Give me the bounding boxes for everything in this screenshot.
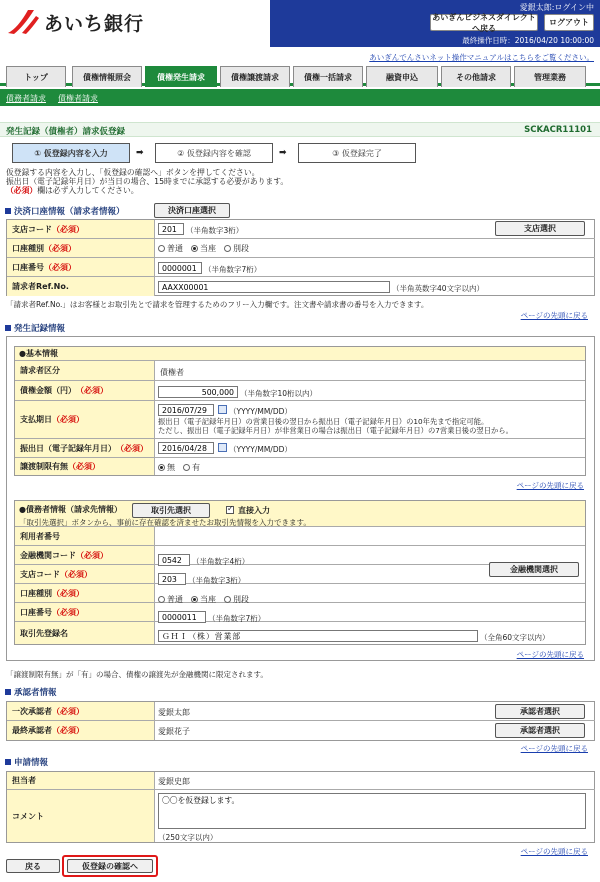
due-date-input[interactable] (158, 404, 214, 416)
account-number-label: 口座番号 （必須） (7, 258, 155, 277)
comment-hint: （250文字以内） (158, 833, 218, 842)
settlement-heading (5, 205, 125, 217)
debtor-account-type-label: 口座種別 （必須） (15, 584, 155, 603)
branch-select-button[interactable]: 支店選択 (495, 221, 585, 236)
account-number-input[interactable] (158, 262, 202, 274)
instruction-line: 振出日（電子記録年月日）が当日の場合、15時までに承認する必要があります。 (6, 177, 289, 186)
sub-navigation (0, 89, 600, 106)
basic-info-table (14, 346, 586, 476)
last-operation-time: 最終操作日時：2016/04/20 10:00:00 (462, 36, 594, 45)
direct-input-label: 直接入力 (238, 506, 270, 515)
user-number-label: 利用者番号 (15, 527, 155, 546)
bank-code-label: 金融機関コード （必須） (15, 546, 155, 565)
back-to-top-link[interactable]: ページの先頭に戻る (516, 481, 584, 490)
bank-logo-icon (6, 6, 40, 36)
partner-select-button[interactable]: 取引先選択 (132, 503, 210, 518)
ref-no-input[interactable] (158, 281, 390, 293)
radio-icon[interactable] (183, 464, 190, 471)
debtor-branch-label: 支店コード （必須） (15, 565, 155, 584)
radio-current[interactable]: 当座 (191, 594, 216, 605)
step-arrow-icon: ➡ (136, 148, 144, 158)
requester-type-value: 債権者 (160, 368, 184, 377)
section-title: 承認者情報 (14, 688, 57, 698)
bank-name: あいち銀行 (44, 13, 145, 35)
ref-no-note: 「請求者Ref.No.」はお客様とお取引先とで請求を管理するためのフリー入力欄です。注文書や請求書の番号を入力できます。 (6, 300, 429, 309)
tab-top[interactable]: トップ (6, 66, 66, 87)
issue-heading (5, 322, 65, 334)
tab-inquiry[interactable]: 債権情報照会 (72, 66, 142, 87)
branch-code-hint: （半角数字3桁） (186, 226, 244, 235)
final-approver-label: 最終承認者 （必須） (7, 721, 155, 740)
partner-name-input[interactable] (158, 630, 478, 642)
branch-code-label: 支店コード （必須） (7, 220, 155, 239)
approver-heading (5, 686, 57, 698)
basic-info-head: ●基本情報 (15, 347, 585, 361)
final-approver-select-button[interactable]: 承認者選択 (495, 723, 585, 738)
radio-normal[interactable]: 普通 (158, 594, 183, 605)
back-to-top-link[interactable]: ページの先頭に戻る (520, 744, 588, 753)
issue-date-label: 振出日（電子記録年月日） （必須） (15, 439, 155, 458)
step-complete: ③ 仮登録完了 (298, 143, 416, 163)
debtor-account-number-label: 口座番号 （必須） (15, 603, 155, 622)
due-date-format-hint: （YYYY/MM/DD） (229, 407, 292, 416)
section-title: 決済口座情報（請求者情報） (14, 207, 125, 217)
transfer-restriction-note: 「譲渡制限有無」が「有」の場合、債権の譲渡先が金融機関に限定されます。 (6, 670, 268, 679)
back-to-direct-button[interactable]: あいぎんビジネスダイレクトへ戻る (430, 14, 538, 31)
radio-icon[interactable] (158, 245, 165, 252)
person-label: 担当者 (7, 772, 155, 790)
due-date-note: 振出日（電子記録年月日）の営業日後の翌日から振出日（電子記録年月日）の10年先まで指定可能。 (158, 417, 489, 426)
account-type-radio-group[interactable] (158, 243, 249, 254)
partner-name-label: 取引先登録名 (15, 622, 155, 644)
section-title: 申請情報 (14, 758, 49, 768)
debtor-head-text: ●債務者情報（請求先情報） (19, 505, 122, 514)
tab-transfer[interactable]: 債権譲渡請求 (220, 66, 290, 87)
confirm-registration-button[interactable]: 仮登録の確認へ (67, 859, 153, 873)
radio-special[interactable]: 別段 (224, 243, 249, 254)
subnav-debtor[interactable]: 債務者請求 (6, 94, 46, 103)
tab-issue[interactable]: 債権発生請求 (145, 66, 217, 87)
screen-id: SCKACR11101 (524, 125, 592, 135)
due-date-label: 支払期日 （必須） (15, 401, 155, 439)
partner-name-hint: （全角60文字以内） (480, 633, 550, 642)
radio-none[interactable]: 無 (158, 462, 175, 473)
section-title: 発生記録情報 (14, 324, 66, 334)
row-divider (155, 276, 595, 277)
account-type-label: 口座種別 （必須） (7, 239, 155, 258)
step-input: ① 仮登録内容を入力 (12, 143, 130, 163)
branch-code-input[interactable] (158, 223, 184, 235)
header-panel (270, 0, 600, 47)
calendar-icon[interactable] (218, 443, 227, 452)
bank-code-input[interactable] (158, 554, 190, 566)
final-approver-value: 愛銀花子 (158, 727, 190, 736)
first-approver-value: 愛銀太郎 (158, 708, 190, 717)
amount-label: 債権金額（円） （必須） (15, 381, 155, 401)
debtor-branch-input[interactable] (158, 573, 186, 585)
debtor-branch-hint: （半角数字3桁） (188, 576, 246, 585)
instruction-text: 欄は必ず入力してください。 (37, 186, 139, 195)
requester-type-label: 請求者区分 (15, 361, 155, 381)
debtor-account-number-input[interactable] (158, 611, 206, 623)
radio-selected-icon[interactable] (191, 245, 198, 252)
radio-special[interactable]: 別段 (224, 594, 249, 605)
back-to-top-link[interactable]: ページの先頭に戻る (516, 650, 584, 659)
step-arrow-icon: ➡ (279, 148, 287, 158)
tab-loan[interactable]: 融資申込 (366, 66, 438, 87)
instruction-line: 仮登録する内容を入力し、「仮登録の確認へ」ボタンを押してください。 (6, 168, 260, 177)
comment-label: コメント (7, 790, 155, 842)
application-heading (5, 756, 48, 768)
transfer-restriction-label: 譲渡制限有無 （必須） (15, 458, 155, 475)
debtor-info-head (15, 501, 585, 527)
page-title: 発生記録（債権者）請求仮登録 (6, 127, 126, 137)
radio-yes[interactable]: 有 (183, 462, 200, 473)
debtor-account-number-hint: （半角数字7桁） (208, 614, 266, 623)
person-value: 愛銀史郎 (158, 777, 190, 786)
required-mark: （必須） (6, 186, 38, 195)
bank-code-hint: （半角数字4桁） (192, 557, 250, 566)
subnav-creditor[interactable]: 債権者請求 (58, 94, 98, 103)
settlement-account-select-button[interactable]: 決済口座選択 (154, 203, 230, 218)
tab-other[interactable]: その他請求 (441, 66, 511, 87)
radio-icon[interactable] (158, 596, 165, 603)
radio-selected-icon[interactable] (158, 464, 165, 471)
back-button[interactable]: 戻る (6, 859, 60, 873)
account-number-hint: （半角数字7桁） (204, 265, 262, 274)
tab-bulk[interactable]: 債権一括請求 (293, 66, 363, 87)
transfer-restriction-radio-group[interactable] (158, 462, 200, 473)
step-confirm: ② 仮登録内容を確認 (155, 143, 273, 163)
instruction-line (6, 186, 288, 195)
instructions (6, 168, 288, 195)
debtor-account-type-radio-group[interactable] (158, 594, 249, 605)
direct-input-checkbox[interactable] (226, 506, 234, 514)
back-to-top-link[interactable]: ページの先頭に戻る (520, 847, 588, 856)
amount-input[interactable] (158, 386, 238, 398)
due-date-note: ただし、振出日（電子記録年月日）が非営業日の場合は振出日（電子記録年月日）の7営業日後の翌日から。 (158, 426, 513, 435)
radio-normal[interactable]: 普通 (158, 243, 183, 254)
login-user: 愛銀太郎:ログイン中 (519, 3, 594, 12)
calendar-icon[interactable] (218, 405, 227, 414)
section-bullet-icon (5, 759, 11, 765)
back-to-top-link[interactable]: ページの先頭に戻る (520, 311, 588, 320)
issue-date-format-hint: （YYYY/MM/DD） (229, 445, 292, 454)
first-approver-select-button[interactable]: 承認者選択 (495, 704, 585, 719)
ref-no-label: 請求者Ref.No. (7, 277, 155, 296)
manual-link[interactable]: あいぎんでんさいネット操作マニュアルはこちらをご覧ください。 (369, 53, 594, 62)
debtor-note: 「取引先選択」ボタンから、事前に存在確認を済ませたお取引先情報を入力できます。 (19, 518, 311, 527)
bank-select-button[interactable]: 金融機関選択 (489, 562, 579, 577)
tab-admin[interactable]: 管理業務 (514, 66, 586, 87)
section-bullet-icon (5, 325, 11, 331)
logout-button[interactable]: ログアウト (544, 14, 594, 31)
radio-selected-icon[interactable] (191, 596, 198, 603)
radio-current[interactable]: 当座 (191, 243, 216, 254)
radio-icon[interactable] (224, 245, 231, 252)
section-bullet-icon (5, 689, 11, 695)
comment-textarea[interactable] (158, 793, 586, 829)
issue-date-input[interactable] (158, 442, 214, 454)
section-bullet-icon (5, 208, 11, 214)
row-divider (155, 238, 595, 239)
ref-no-hint: （半角英数字40文字以内） (392, 284, 485, 293)
radio-icon[interactable] (224, 596, 231, 603)
row-divider (155, 257, 595, 258)
amount-hint: （半角数字10桁以内） (240, 389, 318, 398)
first-approver-label: 一次承認者 （必須） (7, 702, 155, 721)
